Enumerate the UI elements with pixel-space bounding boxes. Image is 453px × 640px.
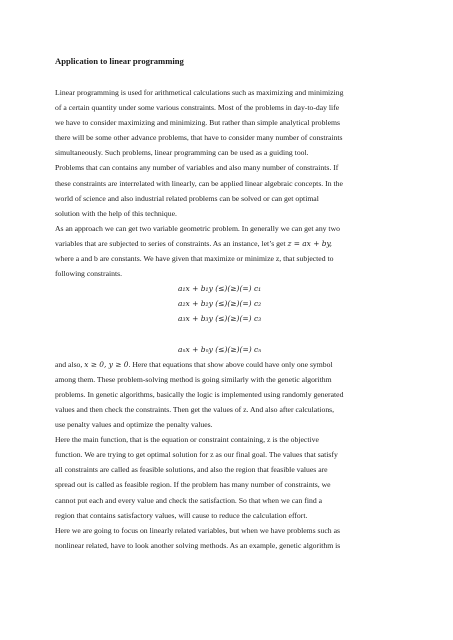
text-line: nonlinear related, have to look another solving methods. As an example, genetic algorithm is — [55, 540, 341, 550]
text-line: Here the main function, that is the equation or constraint containing, z is the objective — [55, 435, 319, 445]
text-line-with-formula — [55, 357, 405, 372]
text-line: where a and b are constants. We have given that maximize or minimize z, that subjected to — [55, 254, 334, 264]
equation-spacer — [55, 327, 405, 342]
text-span: variables that are subjected to series of constraints. As an instance, let’s get — [55, 238, 288, 248]
text-line: Linear programming is used for arithmetical calculations such as maximizing and minimizing — [55, 88, 344, 97]
section-heading: Application to linear programming — [55, 56, 184, 66]
document-body — [55, 85, 405, 553]
text-line: cannot put each and every value and check the satisfaction. So that when we can find a — [55, 495, 323, 505]
text-line: solution with the help of this technique. — [55, 208, 177, 218]
text-span: and also, — [55, 359, 85, 369]
text-line-with-formula — [55, 236, 405, 251]
constraint-equation: a₃x + b₃y (≤)(≥)(=) c₃ — [178, 314, 262, 324]
text-line: values and then check the constraints. Then get the values of z. And also after calculations, — [55, 404, 335, 414]
constraint-equation: a₁x + b₁y (≤)(≥)(=) c₁ — [178, 284, 262, 294]
text-line: among them. These problem-solving method is going similarly with the genetic algorithm — [55, 374, 332, 384]
text-span: . Here that equations that show above could have only one symbol — [128, 359, 333, 369]
inline-formula: x ≥ 0, y ≥ 0 — [84, 359, 129, 369]
constraint-equation: aₙx + bₙy (≤)(≥)(=) cₙ — [178, 344, 262, 354]
text-line: following constraints. — [55, 269, 123, 279]
text-line: all constraints are called as feasible solutions, and also the region that feasible values are — [55, 465, 328, 475]
text-line: Here we are going to focus on linearly related variables, but when we have problems such as — [55, 525, 340, 535]
text-line: function. We are trying to get optimal solution for z as our final goal. The values that satisfy — [55, 450, 338, 460]
inline-formula: z = ax + by, — [287, 238, 333, 248]
text-line: simultaneously. Such problems, linear programming can be used as a guiding tool. — [55, 148, 309, 158]
text-line: As an approach we can get two variable geometric problem. In generally we can get any two — [55, 223, 340, 233]
text-line: problems. In genetic algorithms, basically the logic is implemented using randomly generated — [55, 389, 344, 399]
text-line: of a certain quantity under some various constraints. Most of the problems in day-to-day life — [55, 103, 340, 113]
text-line: these constraints are interrelated with linearly, can be applied linear algebraic concepts. In the — [55, 178, 343, 188]
constraint-equation: a₂x + b₂y (≤)(≥)(=) c₂ — [178, 299, 262, 309]
text-line: Problems that can contains any number of variables and also many number of constraints. If — [55, 163, 339, 173]
text-line: world of science and also industrial related problems can be solved or can get optimal — [55, 193, 319, 203]
text-line: spread out is called as feasible region. If the problem has many number of constraints, we — [55, 480, 331, 490]
text-line: we have to consider maximizing and minimizing. But rather than simple analytical problems — [55, 118, 341, 128]
text-line: use penalty values and optimize the penalty values. — [55, 420, 213, 430]
text-line: region that contains satisfactory values, will cause to reduce the calculation effort. — [55, 510, 308, 520]
text-line: there will be some other advance problems, that have to consider many number of constraints — [55, 133, 343, 143]
